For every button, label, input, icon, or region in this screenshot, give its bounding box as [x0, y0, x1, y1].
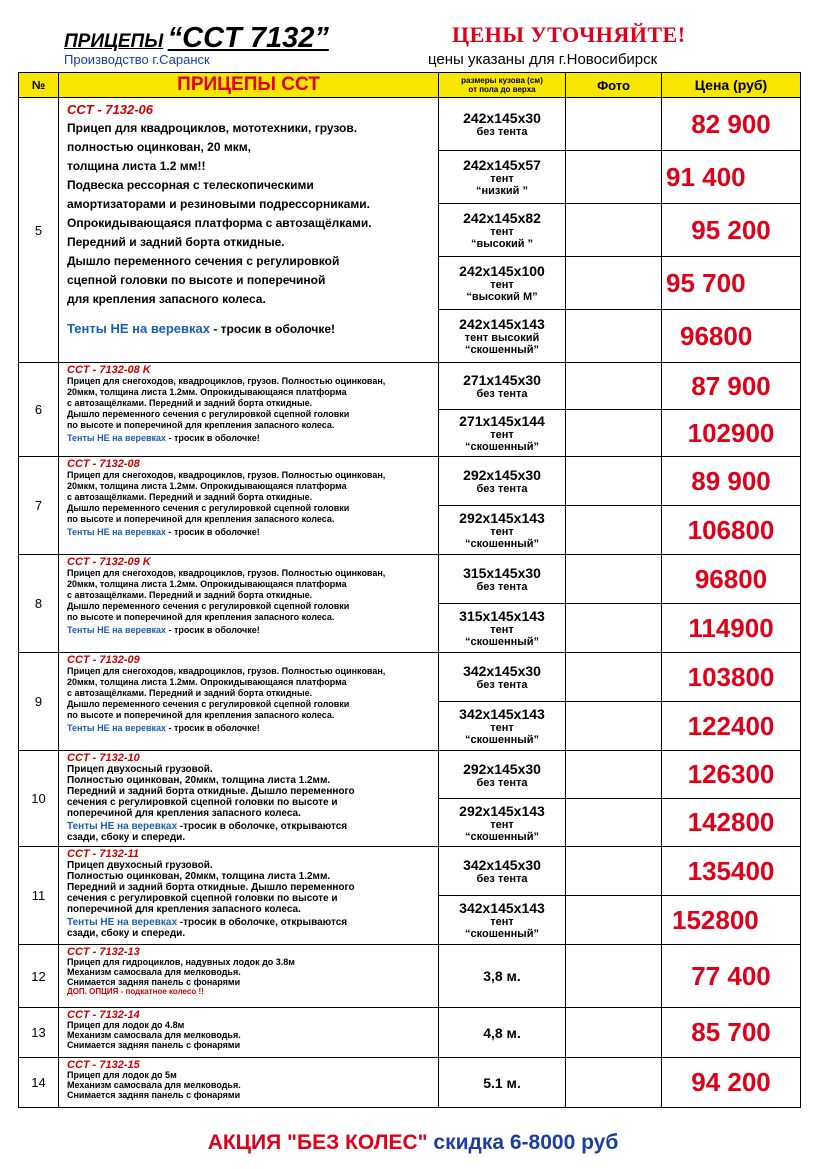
size-cell: [439, 653, 566, 702]
tent-note-text: - тросик в оболочке!: [166, 527, 260, 537]
price-value: 91 400: [662, 151, 801, 204]
size-value: 242x145x100: [459, 263, 545, 279]
size-cell: [439, 151, 566, 204]
model-name: CCT - 7132-06: [67, 102, 153, 117]
trailer-photo: [571, 900, 657, 940]
trailer-photo: [571, 366, 657, 406]
table-row: [19, 555, 801, 604]
description-text: Прицеп для снегоходов, квадроциклов, грузов. Полностью оцинкован, 20мкм, толщина листа 1.2мм. Опрокидывающаяся платформа с автозащёлками. Передний и задний борта откидные. Дышло переменного сечения с регулировкой сцепной головки по высоте и поперечиной для крепления запасного колеса.: [67, 568, 386, 622]
size-value: 242x145x30: [463, 110, 541, 126]
promo-footer: [0, 1131, 826, 1155]
row-number: 9: [19, 653, 59, 751]
trailer-photo: [571, 803, 657, 843]
product-description: [59, 555, 439, 653]
size-note: тент “скошенный”: [465, 429, 539, 453]
size-value: 292x145x30: [463, 467, 541, 483]
row-number: 11: [19, 847, 59, 945]
size-note: без тента: [476, 388, 528, 400]
production-note: Производство г.Саранск: [64, 52, 210, 67]
size-value: 292x145x30: [463, 760, 541, 777]
product-description: [59, 653, 439, 751]
size-cell: [439, 1058, 566, 1108]
size-value: 315x145x143: [459, 608, 545, 624]
size-value: 292x145x143: [459, 510, 545, 526]
model-name: CCT - 7132-09: [67, 654, 140, 666]
tent-note-highlight: Тенты НЕ на веревках: [67, 433, 166, 443]
title-prefix: ПРИЦЕПЫ: [64, 31, 164, 52]
size-cell: [439, 506, 566, 555]
photo-cell: [566, 847, 662, 896]
model-name: CCT - 7132-11: [67, 848, 139, 860]
size-value: 342x145x143: [459, 900, 545, 916]
row-number: 7: [19, 457, 59, 555]
size-note: тент высокий “скошенный”: [464, 332, 540, 356]
tent-note-text: - тросик в оболочке!: [166, 723, 260, 733]
table-row: [19, 1058, 801, 1108]
table-row: [19, 1008, 801, 1058]
table-row: [19, 457, 801, 506]
size-cell: [439, 555, 566, 604]
model-name: CCT - 7132-13: [67, 946, 140, 958]
size-note: тент “высокий ”: [470, 226, 534, 250]
size-value: 4,8 м.: [483, 1024, 521, 1041]
description-text: Прицеп для лодок до 5м Механизм самосвала для мелководья. Снимается задняя панель с фонарями: [67, 1070, 241, 1100]
photo-cell: [566, 204, 662, 257]
trailer-photo: [571, 956, 657, 996]
size-cell: [439, 847, 566, 896]
size-cell: [439, 98, 566, 151]
photo-cell: [566, 653, 662, 702]
trailer-photo: [571, 755, 657, 795]
description-text: Прицеп двухосный грузовой. Полностью оцинкован, 20мкм, толщина листа 1.2мм. Передний и задний борта откидные. Дышло переменного сечения с регулировкой сцепной головки по высоте и поперечиной для крепления запасного колеса.: [67, 764, 355, 819]
size-cell: [439, 604, 566, 653]
model-name: CCT - 7132-10: [67, 752, 140, 764]
row-number: 8: [19, 555, 59, 653]
model-name: CCT - 7132-14: [67, 1009, 140, 1021]
photo-cell: [566, 457, 662, 506]
product-description: [59, 1008, 439, 1058]
photo-cell: [566, 604, 662, 653]
price-value: 96800: [662, 555, 801, 604]
trailer-photo: [571, 157, 657, 197]
description-text: Прицеп для снегоходов, квадроциклов, грузов. Полностью оцинкован, 20мкм, толщина листа 1.2мм. Опрокидывающаяся платформа с автозащёлками. Передний и задний борта откидные. Дышло переменного сечения с регулировкой сцепной головки по высоте и поперечиной для крепления запасного колеса.: [67, 470, 386, 524]
trailer-photo: [571, 706, 657, 746]
photo-cell: [566, 506, 662, 555]
col-header-price: Цена (руб): [662, 73, 801, 98]
description-text: Прицеп для гидроциклов, надувных лодок до 3.8м Механизм самосвала для мелководья. Снимается задняя панель с фонарями: [67, 957, 295, 987]
table-row: [19, 751, 801, 799]
price-value: 89 900: [662, 457, 801, 506]
table-row: [19, 653, 801, 702]
tent-note: [67, 723, 434, 734]
size-note: тент “скошенный”: [465, 526, 539, 550]
photo-cell: [566, 257, 662, 310]
price-value: 122400: [662, 702, 801, 751]
size-note: без тента: [476, 581, 528, 593]
size-value: 342x145x30: [463, 663, 541, 679]
title-model: “CCT 7132”: [167, 22, 329, 54]
size-value: 242x145x82: [463, 210, 541, 226]
size-value: 271x145x30: [463, 372, 541, 388]
tent-note-text: - тросик в оболочке!: [166, 433, 260, 443]
tent-note-highlight: Тенты НЕ на веревках: [67, 321, 210, 336]
description-text: Прицеп для снегоходов, квадроциклов, грузов. Полностью оцинкован, 20мкм, толщина листа 1.2мм. Опрокидывающаяся платформа с автозащёлками. Передний и задний борта откидные. Дышло переменного сечения с регулировкой сцепной головки по высоте и поперечиной для крепления запасного колеса.: [67, 376, 386, 430]
tent-note: [67, 821, 434, 832]
table-row: [19, 945, 801, 1008]
tent-note: [67, 625, 434, 636]
trailer-photo: [571, 210, 657, 250]
size-cell: [439, 410, 566, 457]
tent-note-text: -тросик в оболочке, открываются: [177, 917, 348, 928]
trailer-photo: [571, 559, 657, 599]
trailer-photo: [571, 263, 657, 303]
tent-note-text: - тросик в оболочке!: [166, 625, 260, 635]
col-header-photo: Фото: [566, 73, 662, 98]
size-value: 242x145x57: [463, 157, 541, 173]
size-value: 342x145x143: [459, 706, 545, 722]
model-name: CCT - 7132-08 K: [67, 364, 151, 376]
size-note: тент “низкий ”: [476, 173, 528, 197]
row-number: 13: [19, 1008, 59, 1058]
price-value: 126300: [662, 751, 801, 799]
size-cell: [439, 1008, 566, 1058]
size-cell: [439, 751, 566, 799]
tent-note-extra: сзади, сбоку и спереди.: [67, 928, 186, 939]
col-header-num: №: [19, 73, 59, 98]
promo-discount: скидка 6-8000 руб: [427, 1131, 619, 1154]
size-cell: [439, 457, 566, 506]
product-description: [59, 847, 439, 945]
size-value: 292x145x143: [459, 802, 545, 819]
size-note: тент “высокий М”: [466, 279, 538, 303]
col-header-size: размеры кузова (см) от пола до верха: [439, 73, 566, 98]
row-number: 14: [19, 1058, 59, 1108]
size-note: без тента: [476, 679, 528, 691]
photo-cell: [566, 310, 662, 363]
model-name: CCT - 7132-08: [67, 458, 140, 470]
city-note: цены указаны для г.Новосибирск: [428, 51, 658, 68]
trailer-photo: [571, 1013, 657, 1053]
tent-note: [67, 527, 434, 538]
photo-cell: [566, 702, 662, 751]
photo-cell: [566, 98, 662, 151]
tent-note-extra: сзади, сбоку и спереди.: [67, 832, 186, 843]
price-value: 114900: [662, 604, 801, 653]
size-value: 242x145x143: [459, 316, 545, 332]
trailer-photo: [571, 510, 657, 550]
size-value: 5.1 м.: [483, 1074, 521, 1091]
description-text: Прицеп двухосный грузовой. Полностью оцинкован, 20мкм, толщина листа 1.2мм. Передний и задний борта откидные. Дышло переменного сечения с регулировкой сцепной головки по высоте и поперечиной для крепления запасного колеса.: [67, 860, 355, 915]
tent-note: [67, 433, 434, 444]
trailer-photo: [571, 851, 657, 891]
tent-note-text: - тросик в оболочке!: [210, 322, 336, 336]
description-text: Прицеп для квадроциклов, мототехники, грузов. полностью оцинкован, 20 мкм, толщина листа 1.2 мм!! Подвеска рессорная с телескопическими амортизаторами и резиновыми подрессорниками. Опрокидывающаяся платформа с автозащёлками. Передний и задний борта откидные. Дышло переменного сечения с регулировкой сцепной головки по высоте и поперечиной для крепления запасного колеса.: [67, 121, 372, 306]
price-value: 142800: [662, 799, 801, 847]
description-text: Прицеп для лодок до 4.8м Механизм самосвала для мелководья. Снимается задняя панель с фонарями: [67, 1020, 241, 1050]
size-note: без тента: [476, 776, 528, 789]
size-cell: [439, 799, 566, 847]
photo-cell: [566, 363, 662, 410]
description-text: Прицеп для снегоходов, квадроциклов, грузов. Полностью оцинкован, 20мкм, толщина листа 1.2мм. Опрокидывающаяся платформа с автозащёлками. Передний и задний борта откидные. Дышло переменного сечения с регулировкой сцепной головки по высоте и поперечиной для крепления запасного колеса.: [67, 666, 386, 720]
size-cell: [439, 702, 566, 751]
tent-note-highlight: Тенты НЕ на веревках: [67, 527, 166, 537]
size-cell: [439, 945, 566, 1008]
size-cell: [439, 257, 566, 310]
product-description: [59, 98, 439, 363]
photo-cell: [566, 410, 662, 457]
product-description: [59, 1058, 439, 1108]
page-title: [64, 22, 329, 55]
price-value: 82 900: [662, 98, 801, 151]
table-row: [19, 363, 801, 410]
size-value: 3,8 м.: [483, 968, 521, 984]
table-row: [19, 847, 801, 896]
tent-note: [67, 917, 434, 928]
photo-cell: [566, 896, 662, 945]
size-cell: [439, 310, 566, 363]
price-value: 106800: [662, 506, 801, 555]
price-warning: ЦЕНЫ УТОЧНЯЙТЕ!: [452, 22, 686, 47]
table-body: [19, 98, 801, 1108]
photo-cell: [566, 945, 662, 1008]
size-note: без тента: [476, 873, 528, 885]
size-value: 315x145x30: [463, 565, 541, 581]
size-note: тент “скошенный”: [465, 624, 539, 648]
price-value: 96800: [662, 310, 801, 363]
photo-cell: [566, 555, 662, 604]
product-description: [59, 945, 439, 1008]
product-description: [59, 751, 439, 847]
price-value: 135400: [662, 847, 801, 896]
size-note: без тента: [476, 126, 528, 138]
price-value: 103800: [662, 653, 801, 702]
tent-note-text: -тросик в оболочке, открываются: [177, 821, 348, 832]
col-header-product: ПРИЦЕПЫ ССТ: [59, 73, 439, 98]
price-value: 85 700: [662, 1008, 801, 1058]
photo-cell: [566, 1008, 662, 1058]
price-value: 94 200: [662, 1058, 801, 1108]
row-number: 5: [19, 98, 59, 363]
tent-note: [67, 319, 434, 339]
photo-cell: [566, 799, 662, 847]
trailer-photo: [571, 104, 657, 144]
tent-note-highlight: Тенты НЕ на веревках: [67, 723, 166, 733]
size-cell: [439, 896, 566, 945]
option-note: ДОП. ОПЦИЯ - подкатное колесо !!: [67, 987, 204, 996]
price-value: 102900: [662, 410, 801, 457]
size-note: без тента: [476, 483, 528, 495]
photo-cell: [566, 751, 662, 799]
price-table: [18, 72, 801, 1108]
size-note: тент “скошенный”: [465, 818, 539, 843]
photo-cell: [566, 151, 662, 204]
row-number: 12: [19, 945, 59, 1008]
price-value: 87 900: [662, 363, 801, 410]
tent-note-highlight: Тенты НЕ на веревках: [67, 625, 166, 635]
row-number: 10: [19, 751, 59, 847]
table-row: [19, 98, 801, 151]
size-cell: [439, 204, 566, 257]
price-value: 152800: [662, 896, 801, 945]
size-value: 342x145x30: [463, 857, 541, 873]
row-number: 6: [19, 363, 59, 457]
size-value: 271x145x144: [459, 413, 545, 429]
promo-label: АКЦИЯ "БЕЗ КОЛЕС": [207, 1131, 428, 1154]
size-note: тент “скошенный”: [465, 722, 539, 746]
price-value: 77 400: [662, 945, 801, 1008]
trailer-photo: [571, 461, 657, 501]
trailer-photo: [571, 1063, 657, 1103]
model-name: CCT - 7132-15: [67, 1059, 140, 1071]
table-header-row: [19, 73, 801, 98]
tent-note-highlight: Тенты НЕ на веревках: [67, 821, 177, 832]
trailer-photo: [571, 316, 657, 356]
tent-note-highlight: Тенты НЕ на веревках: [67, 917, 177, 928]
trailer-photo: [571, 657, 657, 697]
size-note: тент “скошенный”: [465, 916, 539, 940]
product-description: [59, 363, 439, 457]
trailer-photo: [571, 608, 657, 648]
price-value: 95 200: [662, 204, 801, 257]
product-description: [59, 457, 439, 555]
price-value: 95 700: [662, 257, 801, 310]
model-name: CCT - 7132-09 K: [67, 556, 151, 568]
size-cell: [439, 363, 566, 410]
photo-cell: [566, 1058, 662, 1108]
trailer-photo: [571, 413, 657, 453]
